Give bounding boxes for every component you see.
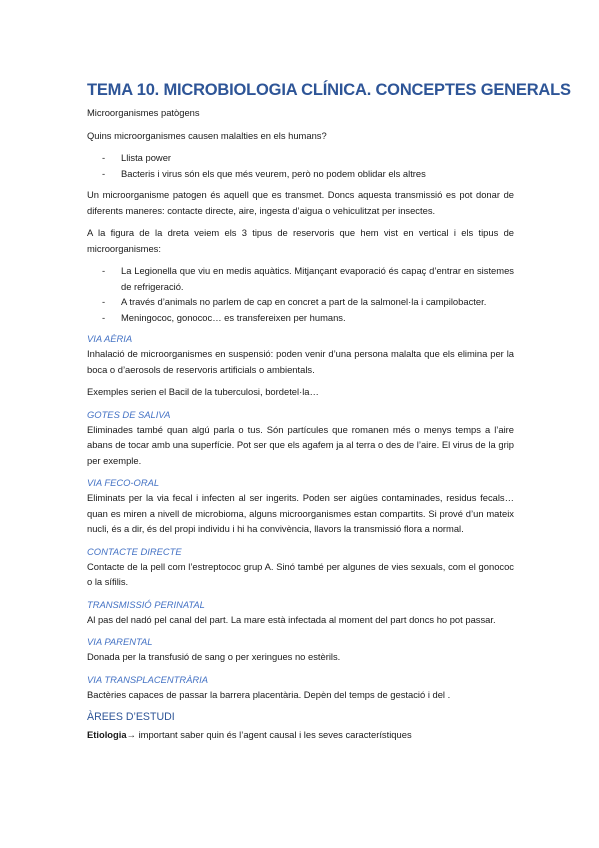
section-paragraph: Contacte de la pell com l’estreptococ grup A. Sinó també per algunes de vies sexuals, com el gonococ o la sífilis.	[87, 560, 514, 587]
section-paragraph: Bactèries capaces de passar la barrera placentària. Depèn del temps de gestació i del .	[87, 688, 451, 700]
section-paragraph: Eliminades també quan algú parla o tus. Són partícules que romanen més o menys temps a l’aire abans de tocar amb una superfície. Pot ser que els agafem ja al terra o des de l’aire. El virus de la grip per exemple.	[87, 423, 514, 466]
bullet-list-1	[87, 150, 514, 181]
areas-estudi-heading: ÀREES D’ESTUDI	[87, 711, 175, 723]
paragraph-patogen: Un microorganisme patogen és aquell que es transmet. Doncs aquesta transmissió es pot donar de diferents maneres: contacte directe, aire, ingesta d’aigua o vehiculitzat per insectes.	[87, 189, 514, 216]
list-item: - La Legionella que viu en medis aquàtics. Mitjançant evaporació és capaç d’entrar en sistemes de refrigeració.	[102, 265, 514, 292]
list-item: - A través d’animals no parlem de cap en concret a part de la salmonel·la i campilobacter.	[102, 296, 487, 307]
bullet-list-2	[87, 263, 514, 325]
section-paragraph: Donada per la transfusió de sang o per xeringues no estèrils.	[87, 651, 341, 662]
arrow-icon: →	[126, 729, 136, 740]
section-heading-via-parental: VIA PARENTAL	[87, 636, 153, 647]
question-text: Quins microorganismes causen malalties en els humans?	[87, 129, 327, 141]
section-paragraph: Eliminats per la via fecal i infecten al ser ingerits. Poden ser aigües contaminades, residus fecals… quan es miren a nivell de microbioma, alguns microorganismes estan compartits. Si prové d’un mateix nucli, és a dir, és del propi individu i hi ha convivència, llavors la transmissió flora a normal.	[87, 492, 514, 534]
etiologia-label: Etiologia	[87, 729, 127, 740]
section-heading-feco-oral: VIA FECO-ORAL	[87, 477, 160, 488]
section-paragraph: Inhalació de microorganismes en suspensió: poden venir d’una persona malalta que els elimina per la boca o d’aerosols de reservoris artificials o ambientals.	[87, 348, 514, 375]
page-title: TEMA 10. MICROBIOLOGIA CLÍNICA. CONCEPTES GENERALS	[87, 81, 571, 99]
section-heading-via-aeria: VIA AÈRIA	[87, 333, 133, 344]
section-heading-contacte-directe: CONTACTE DIRECTE	[87, 545, 182, 557]
section-heading-via-transplacentraria: VIA TRANSPLACENTRÀRIA	[87, 673, 209, 685]
etiologia-text: important saber quin és l’agent causal i les seves característiques	[135, 729, 412, 740]
paragraph-figura: A la figura de la dreta veiem els 3 tipus de reservoris que hem vist en vertical i els tipus de microorganismes:	[87, 227, 514, 254]
section-paragraph: Exemples serien el Bacil de la tuberculosi, bordetel·la…	[87, 386, 319, 397]
list-item: - Bacteris i virus són els que més veurem, però no podem oblidar els altres	[102, 167, 426, 179]
section-paragraph: Al pas del nadó pel canal del part. La mare està infectada al moment del part doncs ho pot passar.	[87, 613, 496, 625]
etiologia-line	[87, 727, 514, 743]
list-item: - Llista power	[102, 152, 172, 163]
section-heading-gotes-saliva: GOTES DE SALIVA	[87, 408, 171, 420]
section-heading-transmissio-perinatal: TRANSMISSIÓ PERINATAL	[87, 598, 205, 610]
subtitle: Microorganismes patògens	[87, 107, 200, 118]
document-page	[87, 80, 571, 743]
list-item: - Meningococ, gonococ… es transfereixen per humans.	[102, 311, 346, 323]
